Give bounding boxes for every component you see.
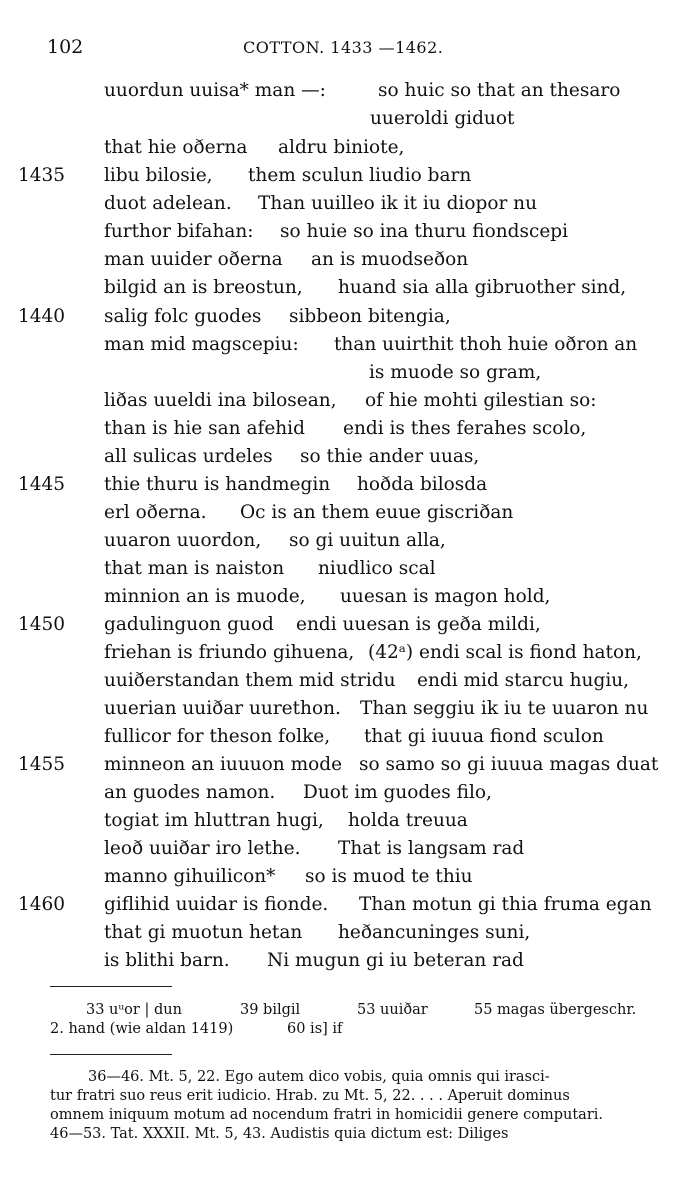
verse-a-half: minneon an iuuuon mode (104, 754, 343, 775)
verse-b-half: hoðda bilosda (357, 474, 488, 495)
page-number: 102 (47, 36, 84, 58)
commentary-rule (50, 1054, 172, 1055)
verse-line (0, 193, 687, 221)
footnote: 53 uuiðar (357, 1002, 428, 1018)
commentary-line: 36—46. Mt. 5, 22. Ego autem dico vobis, quia omnis qui irasci- (88, 1069, 550, 1085)
commentary-line: 46—53. Tat. XXXII. Mt. 5, 43. Audistis quia dictum est: Diliges (50, 1126, 509, 1142)
verse-b-half: That is langsam rad (338, 838, 525, 859)
verse-a-half: that gi muotun hetan (104, 922, 303, 943)
verse-line (0, 277, 687, 305)
verse-b-half: endi mid starcu hugiu, (417, 670, 630, 691)
verse-b-half: an is muodseðon (311, 249, 469, 270)
verse-a-half: thie thuru is handmegin (104, 474, 331, 495)
verse-line (0, 474, 687, 502)
verse-a-half: manno gihuilicon* (104, 866, 276, 887)
verse-b-half: Than uuilleo ik it iu diopor nu (258, 193, 538, 214)
verse-a-half: than is hie san afehid (104, 418, 305, 439)
verse-line (0, 418, 687, 446)
verse-b-half: uuesan is magon hold, (340, 586, 551, 607)
verse-line (0, 362, 687, 390)
verse-line (0, 642, 687, 670)
footnote: 60 is] if (287, 1021, 343, 1037)
verse-a-half: salig folc guodes (104, 306, 262, 327)
verse-line (0, 838, 687, 866)
verse-line (0, 502, 687, 530)
verse-b-half: endi is thes ferahes scolo, (343, 418, 587, 439)
verse-a-half: man uuider oðerna (104, 249, 283, 270)
verse-b-half: Duot im guodes filo, (303, 782, 492, 803)
verse-a-half: minnion an is muode, (104, 586, 306, 607)
verse-a-half: libu bilosie, (104, 165, 213, 186)
verse-line (0, 558, 687, 586)
verse-a-half: duot adelean. (104, 193, 232, 214)
verse-line (0, 866, 687, 894)
verse-line (0, 137, 687, 165)
footnote: 2. hand (wie aldan 1419) (50, 1021, 234, 1037)
verse-a-half: uuaron uuordon, (104, 530, 262, 551)
verse-line (0, 922, 687, 950)
verse-line (0, 894, 687, 922)
verse-line (0, 306, 687, 334)
verse-a-half: gadulinguon guod (104, 614, 274, 635)
commentary-line: omnem iniquum motum ad nocendum fratri in homicidii genere computari. (50, 1107, 604, 1123)
verse-b-half: sibbeon bitengia, (289, 306, 451, 327)
verse-b-half: is muode so gram, (369, 362, 542, 383)
verse-line (0, 586, 687, 614)
verse-b-half: of hie mohti gilestian so: (365, 390, 597, 411)
verse-b-half: aldru biniote, (278, 137, 405, 158)
verse-b-half: so gi uuitun alla, (289, 530, 446, 551)
verse-a-half: man mid magscepiu: (104, 334, 299, 355)
verse-line (0, 334, 687, 362)
verse-a-half: erl oðerna. (104, 502, 207, 523)
verse-a-half: liðas uueldi ina bilosean, (104, 390, 337, 411)
verse-a-half: uuerian uuiðar uurethon. (104, 698, 341, 719)
line-number: 1440 (18, 306, 66, 327)
verse-b-half: that gi iuuua fiond sculon (364, 726, 604, 747)
footnote: 55 magas übergeschr. (474, 1002, 637, 1018)
line-number: 1455 (18, 754, 66, 775)
line-number: 1450 (18, 614, 66, 635)
footnote: 33 uᵘor | dun (86, 1002, 182, 1018)
verse-line (0, 950, 687, 978)
verse-line (0, 390, 687, 418)
verse-line (0, 754, 687, 782)
verse-a-half: is blithi barn. (104, 950, 230, 971)
verse-a-half: togiat im hluttran hugi, (104, 810, 324, 831)
verse-line (0, 80, 687, 108)
verse-b-half: so huie so ina thuru fiondscepi (280, 221, 569, 242)
verse-b-half: Than seggiu ik iu te uuaron nu (360, 698, 649, 719)
verse-line (0, 670, 687, 698)
verse-b-half: Ni mugun gi iu beteran rad (267, 950, 524, 971)
verse-line (0, 782, 687, 810)
verse-a-half: uuiðerstandan them mid stridu (104, 670, 396, 691)
commentary-line: tur fratri suo reus erit iudicio. Hrab. zu Mt. 5, 22. . . . Aperuit dominus (50, 1088, 570, 1104)
verse-line (0, 614, 687, 642)
verse-line (0, 165, 687, 193)
verse-a-half: all sulicas urdeles (104, 446, 273, 467)
verse-b-half: huand sia alla gibruother sind, (338, 277, 627, 298)
verse-b-half: so huic so that an thesaro (378, 80, 621, 101)
verse-line (0, 249, 687, 277)
verse-line (0, 221, 687, 249)
verse-b-half: heðancuninges suni, (338, 922, 531, 943)
verse-b-half: so thie ander uuas, (300, 446, 480, 467)
verse-b-half: uueroldi giduot (370, 108, 515, 129)
verse-a-half: uuordun uuisa* man —: (104, 80, 326, 101)
verse-a-half: that hie oðerna (104, 137, 248, 158)
line-number: 1460 (18, 894, 66, 915)
footnote: 39 bilgil (240, 1002, 301, 1018)
verse-line (0, 698, 687, 726)
verse-a-half: an guodes namon. (104, 782, 276, 803)
verse-a-half: friehan is friundo gihuena, (104, 642, 355, 663)
verse-b-half: so samo so gi iuuua magas duat (359, 754, 659, 775)
verse-a-half: giflihid uuidar is fionde. (104, 894, 329, 915)
verse-b-half: so is muod te thiu (305, 866, 473, 887)
verse-line (0, 446, 687, 474)
verse-line (0, 530, 687, 558)
verse-a-half: that man is naiston (104, 558, 285, 579)
verse-b-half: holda treuua (348, 810, 468, 831)
verse-line (0, 726, 687, 754)
verse-b-half: niudlico scal (318, 558, 436, 579)
line-number: 1435 (18, 165, 66, 186)
verse-b-half: (42ᵃ) endi scal is fiond haton, (368, 642, 642, 663)
verse-b-half: endi uuesan is geða mildi, (296, 614, 541, 635)
verse-b-half: them sculun liudio barn (248, 165, 472, 186)
verse-a-half: fullicor for theson folke, (104, 726, 331, 747)
footnote-rule (50, 986, 172, 987)
line-number: 1445 (18, 474, 66, 495)
verse-a-half: furthor bifahan: (104, 221, 254, 242)
verse-line (0, 108, 687, 136)
verse-b-half: than uuirthit thoh huie oðron an (334, 334, 638, 355)
verse-a-half: leoð uuiðar iro lethe. (104, 838, 301, 859)
running-head: COTTON. 1433 —1462. (243, 38, 444, 57)
verse-b-half: Than motun gi thia fruma egan (359, 894, 652, 915)
verse-line (0, 810, 687, 838)
verse-b-half: Oc is an them euue giscriðan (240, 502, 514, 523)
verse-a-half: bilgid an is breostun, (104, 277, 303, 298)
